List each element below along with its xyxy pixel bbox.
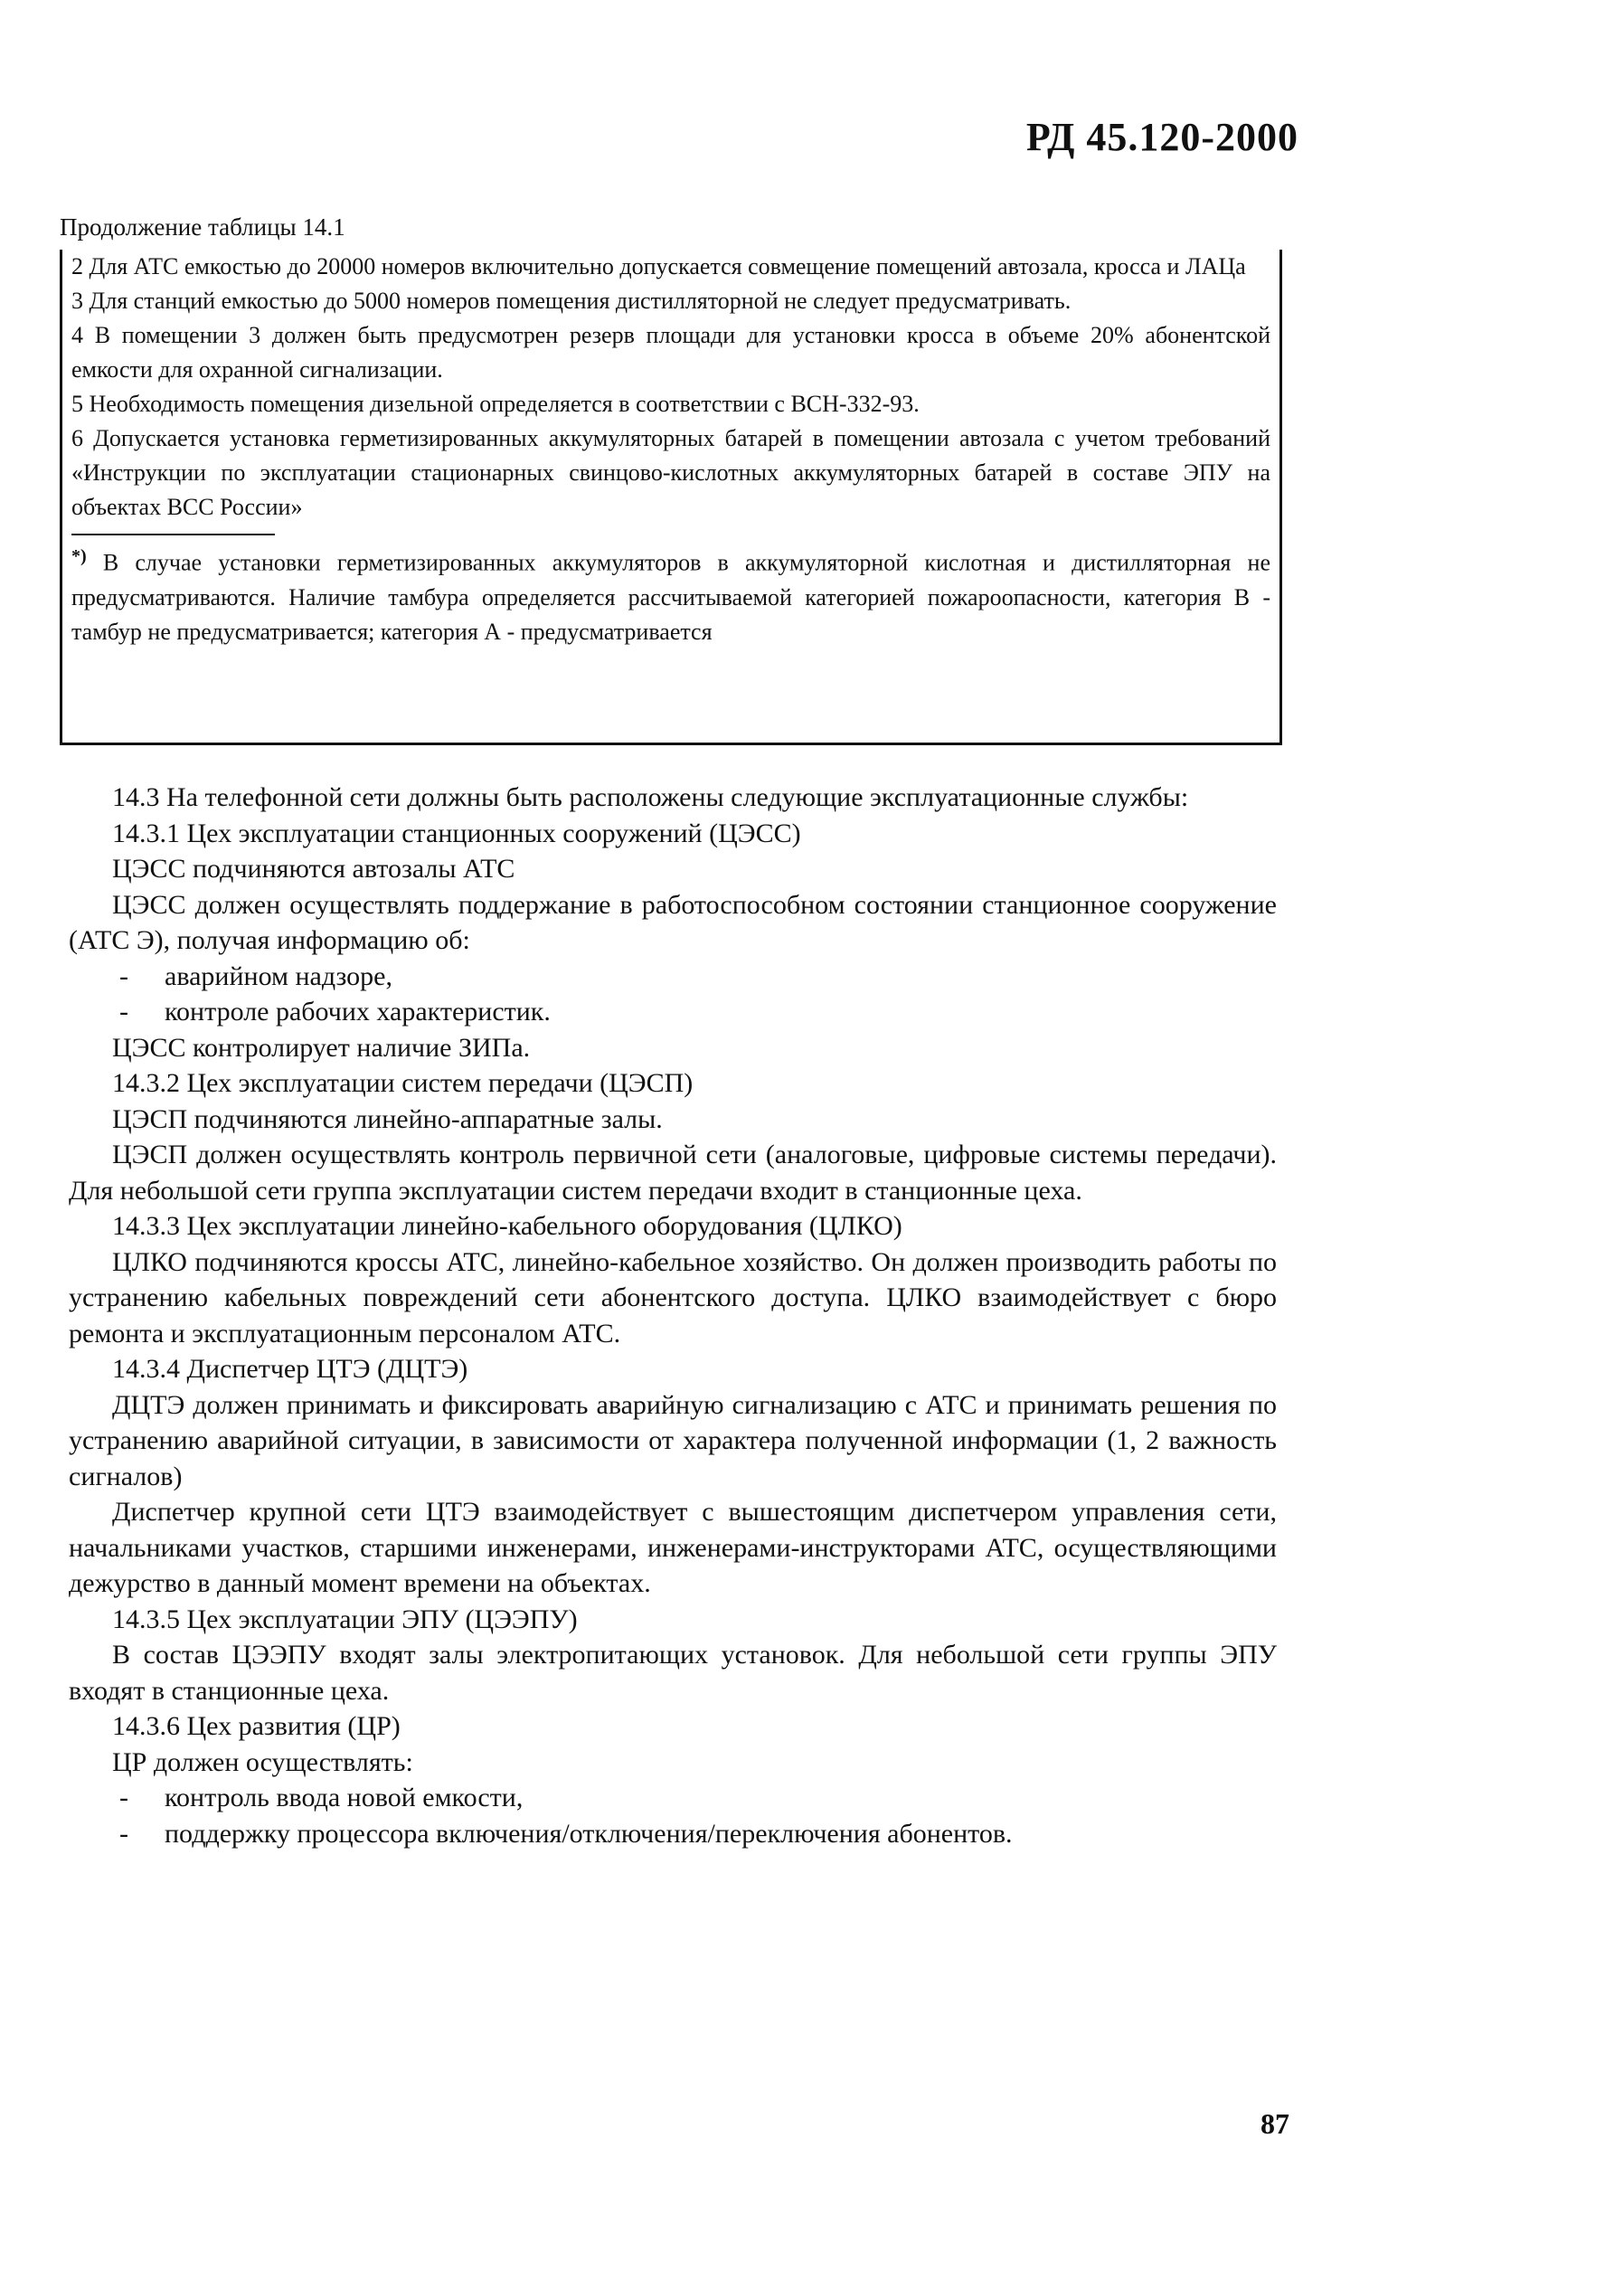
page-number: 87 bbox=[1260, 2107, 1289, 2140]
paragraph: ЦЭСС должен осуществлять поддержание в работоспособном состоянии станционное сооружение (АТС Э), получая информацию об: bbox=[69, 889, 1277, 955]
table-note-2: 2 Для АТС емкостью до 20000 номеров включительно допускается совмещение помещений автозала, кросса и ЛАЦа bbox=[71, 253, 1246, 279]
section-14-3-2-heading: 14.3.2 Цех эксплуатации систем передачи (ЦЭСП) bbox=[112, 1068, 694, 1098]
dash-marker: - bbox=[119, 997, 128, 1027]
paragraph: В состав ЦЭЭПУ входят залы электропитающих установок. Для небольшой сети группы ЭПУ входят в станционные цеха. bbox=[69, 1640, 1277, 1706]
paragraph: ЦР должен осуществлять: bbox=[112, 1746, 413, 1777]
paragraph: ЦЛКО подчиняются кроссы АТС, линейно-кабельное хозяйство. Он должен производить работы по устранению кабельных повреждений сети абонентского доступа. ЦЛКО взаимодействует с бюро ремонта и эксплуатационным персоналом АТС. bbox=[69, 1246, 1277, 1348]
main-body-text bbox=[69, 780, 1277, 1851]
footnote-text: В случае установки герметизированных аккумуляторов в аккумуляторной кислотная и дистилляторная не предусматриваются. Наличие тамбура определяется рассчитываемой категорией пожароопасности, категория В - тамбур не предусматривается; категория А - предусматривается bbox=[71, 549, 1270, 645]
table-notes-box bbox=[60, 250, 1282, 745]
dash-marker: - bbox=[119, 1818, 128, 1849]
table-note-3: 3 Для станций емкостью до 5000 номеров помещения дистилляторной не следует предусматривать. bbox=[71, 288, 1072, 314]
section-14-3-5-heading: 14.3.5 Цех эксплуатации ЭПУ (ЦЭЭПУ) bbox=[112, 1604, 578, 1634]
table-footnote bbox=[71, 539, 1270, 649]
section-14-3-1-heading: 14.3.1 Цех эксплуатации станционных сооружений (ЦЭСС) bbox=[112, 818, 801, 848]
list-item: - поддержку процессора включения/отключения/переключения абонентов. bbox=[69, 1816, 1277, 1852]
paragraph: ЦЭСС подчиняются автозалы АТС bbox=[112, 854, 515, 884]
paragraph: Диспетчер крупной сети ЦТЭ взаимодействует с вышестоящим диспетчером управления сети, начальниками участков, старшими инженерами, инженерами-инструкторами АТС, осуществляющими дежурство в данный момент времени на объектах. bbox=[69, 1497, 1277, 1598]
paragraph: ЦЭСП подчиняются линейно-аппаратные залы. bbox=[112, 1103, 663, 1134]
list-item: - аварийном надзоре, bbox=[69, 959, 1277, 995]
paragraph: ЦЭСП должен осуществлять контроль первичной сети (аналоговые, цифровые системы передачи). Для небольшой сети группа эксплуатации систем передачи входит в станционные цеха. bbox=[69, 1140, 1277, 1206]
paragraph: ЦЭСС контролирует наличие ЗИПа. bbox=[112, 1032, 531, 1063]
dash-marker: - bbox=[119, 960, 128, 991]
list-item: - контроль ввода новой емкости, bbox=[69, 1780, 1277, 1816]
table-note-5: 5 Необходимость помещения дизельной определяется в соответствии с ВСН-332-93. bbox=[71, 391, 920, 417]
dash-marker: - bbox=[119, 1783, 128, 1812]
section-14-3-3-heading: 14.3.3 Цех эксплуатации линейно-кабельного оборудования (ЦЛКО) bbox=[112, 1211, 902, 1241]
document-code: РД 45.120-2000 bbox=[1025, 115, 1298, 159]
section-14-3-heading: 14.3 На телефонной сети должны быть расположены следующие эксплуатационные службы: bbox=[112, 782, 1189, 812]
paragraph: ДЦТЭ должен принимать и фиксировать аварийную сигнализацию с АТС и принимать решения по устранению аварийной ситуации, в зависимости от характера полученной информации (1, 2 важность сигналов) bbox=[69, 1389, 1277, 1491]
table-note-4: 4 В помещении 3 должен быть предусмотрен резерв площади для установки кросса в объеме 20% абонентской емкости для охранной сигнализации. bbox=[71, 322, 1270, 383]
list-item: - контроле рабочих характеристик. bbox=[69, 994, 1277, 1030]
table-continuation-caption: Продолжение таблицы 14.1 bbox=[60, 213, 345, 241]
section-14-3-4-heading: 14.3.4 Диспетчер ЦТЭ (ДЦТЭ) bbox=[112, 1354, 468, 1384]
footnote-divider bbox=[71, 534, 275, 535]
section-14-3-6-heading: 14.3.6 Цех развития (ЦР) bbox=[112, 1711, 401, 1741]
table-note-6: 6 Допускается установка герметизированных аккумуляторных батарей в помещении автозала с учетом требований «Инструкции по эксплуатации стационарных свинцово-кислотных аккумуляторных батарей в составе ЭПУ на объектах ВСС России» bbox=[71, 425, 1270, 520]
footnote-mark: *) bbox=[71, 546, 87, 566]
